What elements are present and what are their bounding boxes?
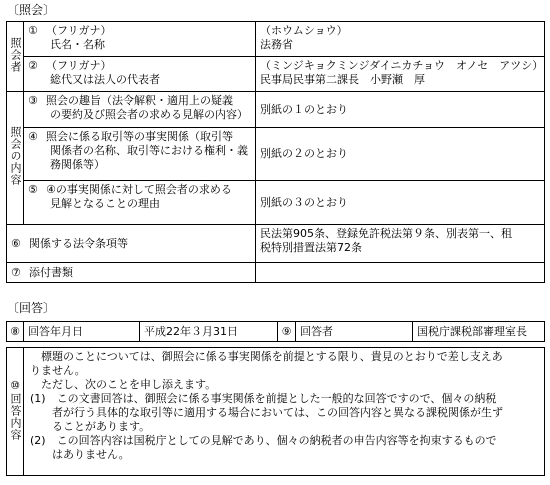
inquiry-row-5 [7,181,545,225]
answer-para-1: 標題のことについては、御照会に係る事実関係を前提とする限り、貴見のとおりで差し支えあ [41,350,503,363]
answer-item-2-line-1: (2) この回答内容は国税庁としての見解であり、個々の納税者の申告内容等を拘束するもので [30,434,497,447]
inquiry-row-5-value: 別紙の３のとおり [256,181,545,225]
inquiry-row-6-value: 民法第905条、登録免許税法第９条、別表第一、租 税特別措置法第72条 [256,225,545,263]
answer-date-num: ⑧ [7,322,24,342]
answer-content-table [6,347,545,476]
answerer-num: ⑨ [278,322,296,342]
inquiry-row-4-label: ④ 照会に係る取引等の事実関係（取引等 関係者の名称、取引等における権利・義 務関係等） [24,128,256,181]
answer-section-title: 〔回答〕 [7,301,56,315]
answer-content-label-cell [7,348,24,476]
inquiry-row-4-value: 別紙の２のとおり [256,128,545,181]
inquiry-row-2-label: ② （フリガナ） 総代又は法人の代表者 [24,57,256,92]
inquiry-row-7-value [256,263,545,283]
inquiry-row-4 [7,128,545,181]
answer-item-2-line-2: はありません。 [52,448,130,461]
answer-item-1-line-3: ることがあります。 [52,420,151,433]
answer-date-label: 回答年月日 [24,322,140,342]
inquiry-row-7-label: ⑦ 添付書類 [7,263,256,283]
answer-content-body [24,348,545,476]
inquiry-row-3-label: ③ 照会の趣旨（法令解釈・適用上の疑義 の要約及び照会者の求める見解の内容） [24,92,256,128]
answer-date-value: 平成22年３月31日 [140,322,278,342]
answer-item-1-line-2: 者が行う具体的な取引等に適用する場合においては、この回答内容と異なる課税関係が生ず [52,406,503,419]
answerer-label: 回答者 [296,322,413,342]
answer-content-num: ⑩ [10,378,20,392]
answer-para-2: ただし、次のことを申し添えます。 [41,378,217,391]
inquiry-row-2-value: （ミンジキョクミンジダイニカチョウ オノセ アツシ） 民事局民事第二課長 小野瀬 厚 [256,57,545,92]
inquiry-row-5-label: ⑤ ④の事実関係に対して照会者の求める 見解となることの理由 [24,181,256,225]
answerer-value: 国税庁課税部審理室長 [413,322,545,342]
inquiry-table [6,21,545,283]
answer-item-1-line-1: (1) この文書回答は、御照会に係る事実関係を前提とした一般的な回答ですので、個々の納税 [30,392,497,405]
answer-para-1-cont: りません。 [30,364,86,377]
answer-content-label: 回答内容 [9,392,22,441]
inquiry-row-3-value: 別紙の１のとおり [256,92,545,128]
answer-date-table [6,321,545,342]
inquiry-row-6 [7,225,545,263]
inquiry-row-7 [7,263,545,283]
inquiry-row-1-value: （ホウムショウ） 法務省 [256,22,545,57]
inquiry-section-title: 〔照会〕 [7,3,56,17]
inquiry-row-3 [7,92,545,128]
inquiry-row-2 [7,57,545,92]
inquiry-row-1 [7,22,545,57]
inquiry-row-6-label: ⑥ 関係する法令条項等 [7,225,256,263]
inquirer-group-label: 照会者 [7,22,24,92]
inquiry-row-1-label: ① （フリガナ） 氏名・名称 [24,22,256,57]
inquiry-content-group-label: 照会の内容 [7,92,24,225]
